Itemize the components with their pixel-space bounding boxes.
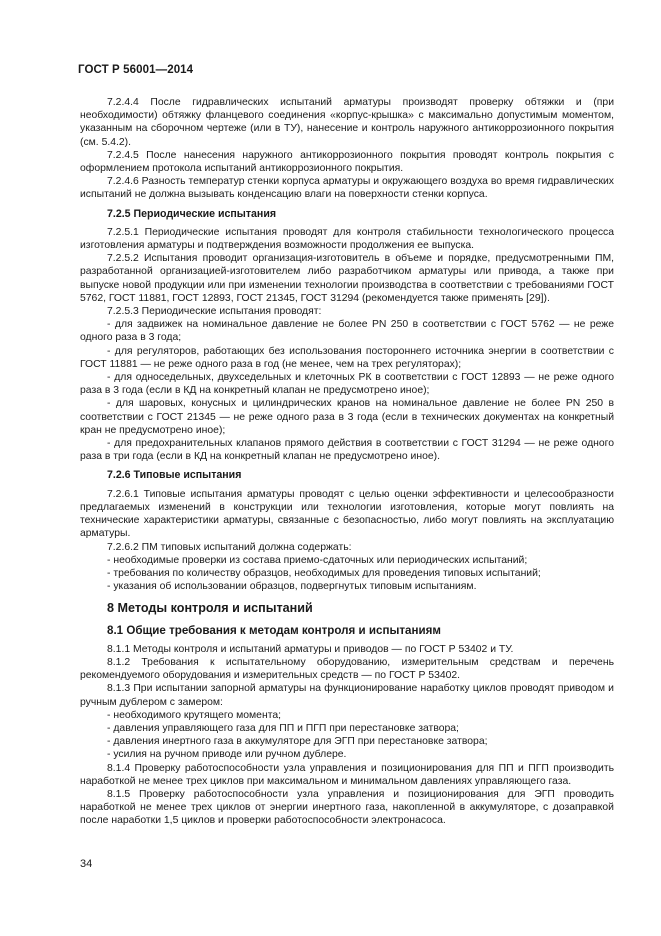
list-item: - для односедельных, двухседельных и клеточных РК в соответствии с ГОСТ 12893 — не реже одного раза в 3 года (если в КД на конкретный клапан не предусмотрено иное); bbox=[80, 372, 614, 397]
section-heading-7-2-5: 7.2.5 Периодические испытания bbox=[107, 207, 277, 220]
paragraph: 7.2.6.2 ПМ типовых испытаний должна содержать: bbox=[107, 541, 352, 553]
section-heading-8: 8 Методы контроля и испытаний bbox=[107, 601, 313, 616]
paragraph: 7.2.5.1 Периодические испытания проводят для контроля стабильности технологического процесса изготовления арматуры и подтверждения возможности продолжения ее выпуска. bbox=[80, 226, 614, 252]
page-number: 34 bbox=[80, 858, 93, 870]
list-item: - необходимые проверки из состава приемо-сдаточных или периодических испытаний; bbox=[107, 554, 528, 566]
list-item: - требования по количеству образцов, необходимых для проведения типовых испытаний; bbox=[107, 567, 541, 579]
paragraph: 8.1.1 Методы контроля и испытаний арматуры и приводов — по ГОСТ Р 53402 и ТУ. bbox=[107, 643, 514, 655]
list-item: - необходимого крутящего момента; bbox=[107, 709, 282, 721]
list-item: - давления управляющего газа для ПП и ПГП при перестановке затвора; bbox=[107, 722, 459, 734]
document-header: ГОСТ Р 56001—2014 bbox=[78, 64, 194, 76]
list-item: - для регуляторов, работающих без использования постороннего источника энергии в соответствии с ГОСТ 11881 — не реже одного раза в год (не менее, чем на трех регуляторах); bbox=[80, 345, 614, 370]
list-item: - указания об использовании образцов, подвергнутых типовым испытаниям. bbox=[107, 581, 477, 593]
paragraph: 7.2.4.6 Разность температур стенки корпуса арматуры и окружающего воздуха во время гидравлических испытаний не должна вызывать конденсацию влаги на поверхности стенки корпуса. bbox=[80, 176, 614, 201]
list-item: - для предохранительных клапанов прямого действия в соответствии с ГОСТ 31294 — не реже одного раза в три года (если в КД на конкретный клапан не предусмотрено иное). bbox=[80, 438, 614, 463]
list-item: - для задвижек на номинальное давление не более PN 250 в соответствии с ГОСТ 5762 — не реже одного раза в 3 года; bbox=[80, 319, 614, 344]
paragraph: 7.2.4.5 После нанесения наружного антикоррозионного покрытия проводят контроль покрытия с оформлением протокола испытаний антикоррозионного покрытия. bbox=[80, 149, 614, 175]
list-item: - давления инертного газа в аккумуляторе для ЭГП при перестановке затвора; bbox=[107, 736, 488, 748]
paragraph: 8.1.4 Проверку работоспособности узла управления и позиционирования для ПП и ПГП производить наработкой не менее трех циклов при максимальном и минимальном давлениях управляющего газа. bbox=[80, 762, 614, 787]
section-heading-7-2-6: 7.2.6 Типовые испытания bbox=[107, 469, 242, 482]
section-heading-8-1: 8.1 Общие требования к методам контроля и испытаниям bbox=[107, 623, 441, 637]
paragraph: 7.2.6.1 Типовые испытания арматуры проводят с целью оценки эффективности и целесообразности предлагаемых изменений в конструкции или технологии изготовления, которые могут повлиять на технические характеристики арматуры, связанные с безопасностью, либо могут повлиять на эксплуатацию арматуры. bbox=[80, 488, 614, 540]
paragraph: 7.2.5.2 Испытания проводит организация-изготовитель в объеме и порядке, предусмотренными ПМ, разработанной организацией-изготовителем либо разработчиком арматуры или привода, а также при выпуске новой продукции или при изменении технологии производства в соответствии с требованиями ГОСТ 5762, ГОСТ 11881, ГОСТ 12893, ГОСТ 21345, ГОСТ 31294 (рекомендуется также применять [29]). bbox=[80, 253, 614, 304]
paragraph: 7.2.5.3 Периодические испытания проводят: bbox=[107, 306, 322, 318]
paragraph: 8.1.2 Требования к испытательному оборудованию, измерительным средствам и перечень рекомендуемого оборудования и измерительных средств — по ГОСТ Р 53402. bbox=[80, 656, 614, 682]
paragraph: 8.1.5 Проверку работоспособности узла управления и позиционирования для ЭГП проводить наработкой не менее трех циклов от энергии инертного газа, накопленной в аккумуляторе, с дозаправкой после наработки 1,5 циклов и проверки работоспособности электронасоса. bbox=[80, 788, 614, 827]
document-body bbox=[80, 96, 614, 828]
paragraph: 7.2.4.4 После гидравлических испытаний арматуры производят проверку обтяжки и (при необходимости) обтяжку фланцевого соединения «корпус-крышка» с максимально допустимым моментом, указанным на сборочном чертеже (или в ТУ), нанесение и контроль наружного антикоррозионного покрытия (см. 5.4.2). bbox=[80, 97, 614, 148]
list-item: - для шаровых, конусных и цилиндрических кранов на номинальное давление не более PN 250 в соответствии с ГОСТ 21345 — не реже одного раза в 3 года (если в технических документах на конкретный кран не предусмотрено иное); bbox=[80, 398, 614, 436]
paragraph: 8.1.3 При испытании запорной арматуры на функционирование наработку циклов проводят приводом и ручным дублером с замером: bbox=[80, 683, 614, 708]
list-item: - усилия на ручном приводе или ручном дублере. bbox=[107, 749, 347, 761]
